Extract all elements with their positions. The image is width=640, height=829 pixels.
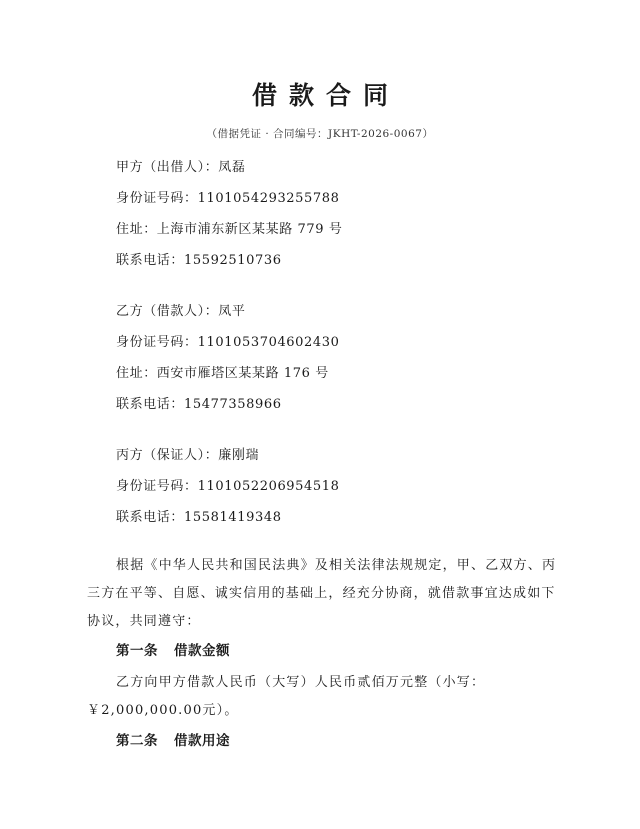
- document-title: 借款合同: [251, 81, 400, 110]
- party-c-label: 丙方（保证人）：廉刚瑞: [116, 448, 260, 463]
- article-1-title: 借款金额: [174, 643, 230, 659]
- party-a-id: 身份证号码：1101054293255788: [116, 191, 340, 206]
- party-b-address: 住址：西安市雁塔区某某路 176 号: [116, 366, 329, 381]
- party-a-label: 甲方（出借人）：凤磊: [116, 160, 246, 175]
- preamble-paragraph: 根据《中华人民共和国民法典》及相关法律法规规定，甲、乙双方、丙三方在平等、自愿、诚实信用的基础上，经充分协商，就借款事宜达成如下协议，共同遵守：: [87, 558, 557, 629]
- article-2-title: 借款用途: [174, 733, 230, 749]
- party-a-phone: 联系电话：15592510736: [116, 253, 282, 268]
- article-2-number: 第二条: [116, 733, 158, 749]
- party-a-address: 住址：上海市浦东新区某某路 779 号: [116, 222, 343, 237]
- party-c-id: 身份证号码：1101052206954518: [116, 479, 340, 494]
- article-1-heading: [116, 642, 230, 660]
- article-1-number: 第一条: [116, 643, 158, 659]
- party-c-phone: 联系电话：15581419348: [116, 510, 282, 525]
- party-b-phone: 联系电话：15477358966: [116, 397, 282, 412]
- party-b-label: 乙方（借款人）：凤平: [116, 304, 246, 319]
- document-subtitle: （借据凭证 · 合同编号：JKHT-2026-0067）: [206, 128, 434, 140]
- article-2-heading: [116, 732, 230, 750]
- party-b-id: 身份证号码：1101053704602430: [116, 335, 340, 350]
- article-1-body: 乙方向甲方借款人民币（大写）人民币贰佰万元整（小写：￥2,000,000.00元）。: [87, 675, 486, 718]
